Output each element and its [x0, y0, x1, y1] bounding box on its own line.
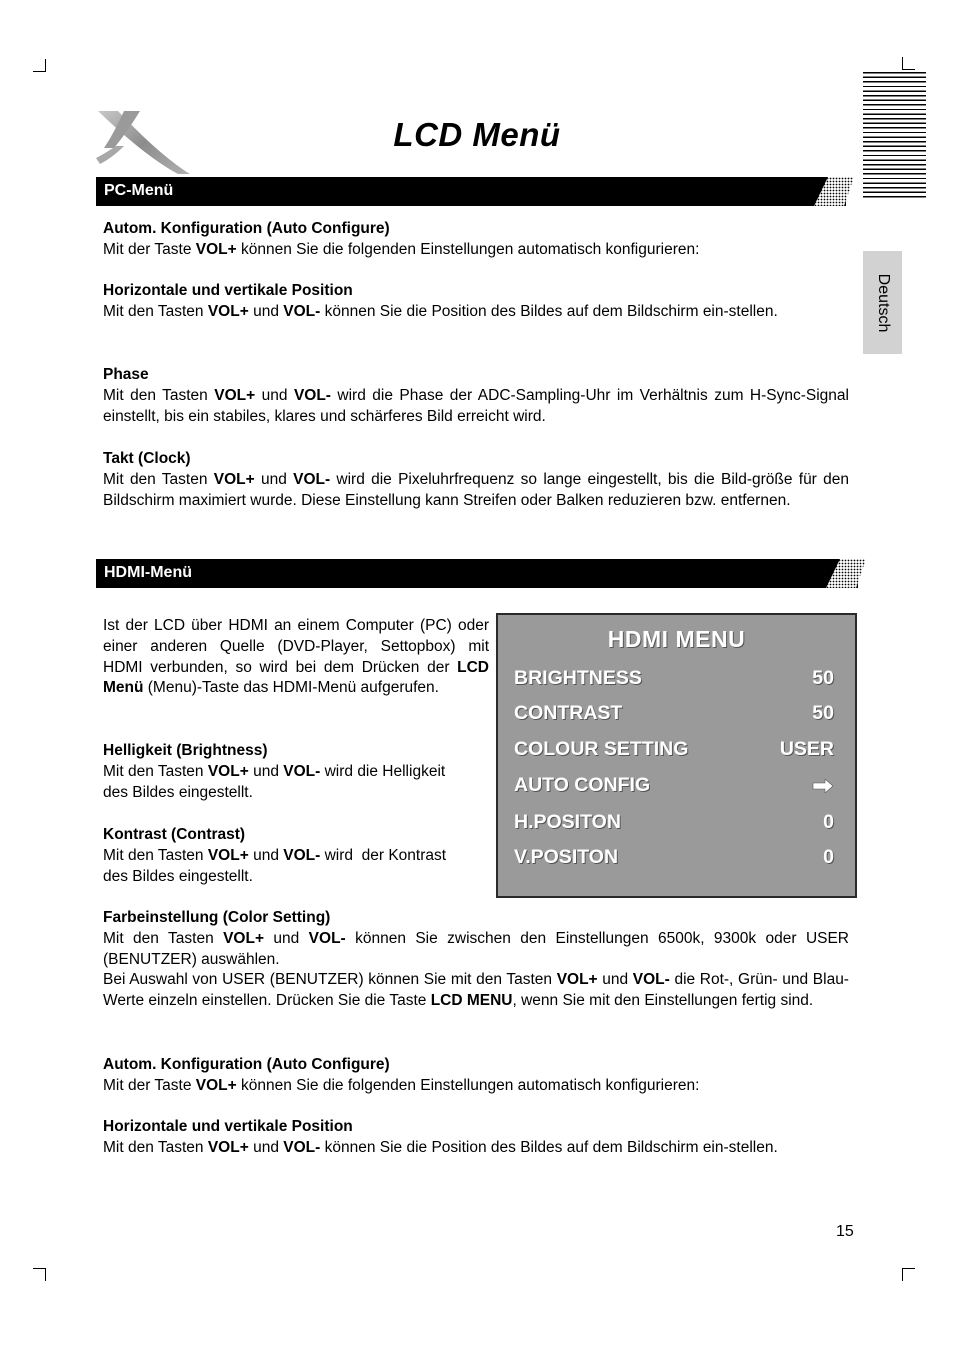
osd-row-auto-config [514, 774, 834, 802]
pc-auto-config-title: Autom. Konfiguration (Auto Configure) [103, 220, 390, 237]
hdmi-position [103, 1117, 849, 1159]
section-bar-pc [96, 177, 846, 206]
hdmi-osd-menu [496, 613, 857, 898]
hdmi-auto-config-text: Mit der Taste VOL+ können Sie die folgenden Einstellungen automatisch konfigurieren: [103, 1076, 700, 1094]
pc-position-text: Mit den Tasten VOL+ und VOL- können Sie die Position des Bildes auf dem Bildschirm ein-stellen. [103, 302, 778, 320]
section-heading-pc: PC-Menü [104, 182, 174, 199]
hdmi-position-title: Horizontale und vertikale Position [103, 1118, 353, 1135]
crop-mark-top-right [902, 57, 915, 70]
crop-mark-bottom-left [33, 1268, 46, 1281]
osd-row-label: AUTO CONFIG [514, 774, 651, 796]
language-tab-label: Deutsch [874, 273, 892, 332]
section-heading-hdmi: HDMI-Menü [104, 564, 192, 581]
pc-phase-title: Phase [103, 366, 149, 383]
pc-phase [103, 365, 849, 427]
language-tab [863, 251, 902, 354]
hdmi-intro-text: Ist der LCD über HDMI an einem Computer (PC) oder einer anderen Quelle (DVD-Player, Settopbox) mit HDMI verbunden, so wird bei dem Drücken der LCD Menü (Menu)-Taste das HDMI-Menü aufgerufen. [103, 617, 489, 697]
hdmi-contrast-title: Kontrast (Contrast) [103, 826, 246, 843]
osd-row-h-position [514, 811, 834, 839]
hdmi-color-title: Farbeinstellung (Color Setting) [103, 909, 331, 926]
crop-mark-top-left [33, 59, 46, 72]
hdmi-position-text: Mit den Tasten VOL+ und VOL- können Sie die Position des Bildes auf dem Bildschirm ein-stellen. [103, 1138, 778, 1156]
osd-row-label: BRIGHTNESS [514, 667, 642, 689]
pc-clock [103, 449, 849, 511]
hdmi-contrast [103, 825, 463, 887]
hdmi-intro [103, 616, 489, 699]
halftone-dots-icon [814, 177, 854, 206]
hdmi-brightness [103, 741, 463, 803]
page-number: 15 [836, 1223, 854, 1240]
pc-phase-text: Mit den Tasten VOL+ und VOL- wird die Phase der ADC-Sampling-Uhr im Verhältnis zum H-Sync-Signal einstellt, bis ein stabiles, klares und schärferes Bild erreicht wird. [103, 386, 849, 425]
page-title: LCD Menü [393, 116, 561, 153]
hdmi-color-text: Mit den Tasten VOL+ und VOL- können Sie zwischen den Einstellungen 6500k, 9300k oder USER (BENUTZER) auswählen. [103, 929, 850, 968]
osd-row-colour-setting [514, 738, 834, 766]
pc-auto-config-text: Mit der Taste VOL+ können Sie die folgenden Einstellungen automatisch konfigurieren: [103, 240, 700, 258]
osd-row-label: V.POSITON [514, 846, 619, 868]
crop-mark-bottom-right [902, 1268, 915, 1281]
osd-row-brightness [514, 667, 834, 695]
osd-row-v-position [514, 846, 834, 874]
osd-row-value: 0 [823, 846, 834, 868]
pc-position [103, 281, 849, 323]
osd-row-value: 50 [812, 702, 834, 724]
pc-clock-title: Takt (Clock) [103, 450, 191, 467]
hdmi-brightness-text: Mit den Tasten VOL+ und VOL- wird die Helligkeit des Bildes eingestellt. [103, 762, 446, 801]
pc-position-title: Horizontale und vertikale Position [103, 282, 353, 299]
hdmi-auto-config-title: Autom. Konfiguration (Auto Configure) [103, 1056, 390, 1073]
hdmi-color-setting [103, 908, 849, 1012]
pc-clock-text: Mit den Tasten VOL+ und VOL- wird die Pixeluhrfrequenz so lange eingestellt, bis die Bild-größe für den Bildschirm maximiert wurde. Diese Einstellung kann Streifen oder Balken reduzieren bzw. entfernen. [103, 470, 849, 509]
pc-auto-config [103, 219, 849, 261]
osd-row-value: 0 [823, 811, 834, 833]
osd-title: HDMI MENU [607, 626, 746, 652]
osd-row-contrast [514, 702, 834, 730]
halftone-dots-icon [826, 559, 866, 588]
hdmi-contrast-text: Mit den Tasten VOL+ und VOL- wird der Kontrast des Bildes eingestellt. [103, 846, 451, 885]
osd-row-value: USER [779, 738, 834, 760]
right-arrow-icon [812, 779, 834, 793]
hdmi-auto-config [103, 1055, 849, 1097]
hdmi-brightness-title: Helligkeit (Brightness) [103, 742, 268, 759]
osd-row-label: COLOUR SETTING [514, 738, 689, 760]
osd-row-label: H.POSITON [514, 811, 621, 833]
hdmi-color-text-user: Bei Auswahl von USER (BENUTZER) können Sie mit den Tasten VOL+ und VOL- die Rot-, Grün- und Blau-Werte einzeln einstellen. Drücken Sie die Taste LCD MENU, wenn Sie mit den Einstellungen fertig sind. [103, 971, 849, 1010]
osd-row-value: 50 [812, 667, 834, 689]
osd-row-label: CONTRAST [514, 702, 623, 724]
section-bar-hdmi [96, 559, 858, 588]
